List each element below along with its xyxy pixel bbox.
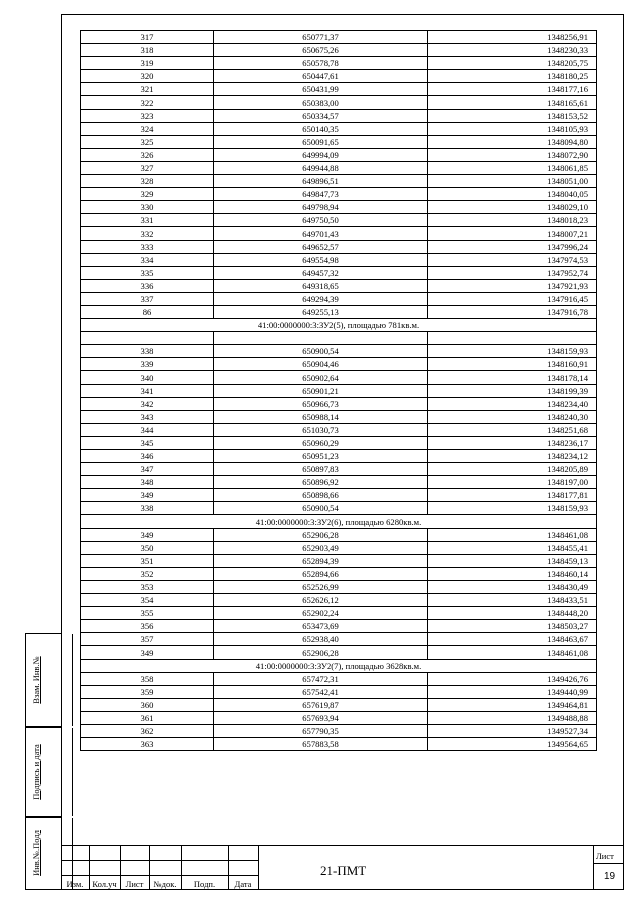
table-row (81, 698, 597, 711)
coordinate-x: 649896,51 (214, 175, 428, 188)
table-row (81, 489, 597, 502)
point-number: 333 (81, 240, 214, 253)
coordinate-y: 1348461,08 (428, 528, 597, 541)
point-number: 343 (81, 410, 214, 423)
coordinate-y: 1348007,21 (428, 227, 597, 240)
stamp-col-izm: Изм. (66, 879, 84, 889)
coordinate-y: 1348240,30 (428, 410, 597, 423)
coordinates-table (80, 30, 597, 751)
point-number: 323 (81, 109, 214, 122)
coordinate-y: 1348180,25 (428, 70, 597, 83)
point-number: 317 (81, 31, 214, 44)
stamp-col-data: Дата (234, 879, 252, 889)
table-row (81, 109, 597, 122)
table-row (81, 161, 597, 174)
coordinate-y: 1348159,93 (428, 345, 597, 358)
coordinate-y: 1348503,27 (428, 620, 597, 633)
point-number: 351 (81, 554, 214, 567)
coordinate-x: 650896,92 (214, 476, 428, 489)
coordinate-y: 1348153,52 (428, 109, 597, 122)
coordinate-x: 650431,99 (214, 83, 428, 96)
coordinate-x: 649798,94 (214, 201, 428, 214)
point-number: 357 (81, 633, 214, 646)
coordinate-x: 649701,43 (214, 227, 428, 240)
point-number: 339 (81, 358, 214, 371)
section-header-row (81, 319, 597, 332)
table-row (81, 541, 597, 554)
coordinate-x: 650091,65 (214, 135, 428, 148)
coordinate-y: 1349464,81 (428, 698, 597, 711)
coordinate-x: 657619,87 (214, 698, 428, 711)
stamp-col-ndok: №док. (153, 879, 177, 889)
table-row (81, 554, 597, 567)
coordinate-y: 1349440,99 (428, 685, 597, 698)
point-number: 342 (81, 397, 214, 410)
coordinate-y: 1348448,20 (428, 607, 597, 620)
table-row (81, 96, 597, 109)
coordinate-y: 1347996,24 (428, 240, 597, 253)
table-row (81, 724, 597, 737)
table-row (81, 423, 597, 436)
coordinate-y: 1348459,13 (428, 554, 597, 567)
coordinate-y: 1348433,51 (428, 594, 597, 607)
table-row (81, 345, 597, 358)
table-row (81, 135, 597, 148)
coordinate-x: 652894,66 (214, 567, 428, 580)
coordinate-y: 1347974,53 (428, 253, 597, 266)
table-row (81, 371, 597, 384)
point-number: 353 (81, 580, 214, 593)
coordinate-x: 649847,73 (214, 188, 428, 201)
table-row (81, 57, 597, 70)
table-row (81, 148, 597, 161)
table-row (81, 279, 597, 292)
coordinate-x: 652938,40 (214, 633, 428, 646)
table-row (81, 227, 597, 240)
point-number: 324 (81, 122, 214, 135)
coordinate-x: 649255,13 (214, 305, 428, 318)
coordinate-x: 649652,57 (214, 240, 428, 253)
table-row (81, 83, 597, 96)
coordinate-y: 1348463,67 (428, 633, 597, 646)
point-number: 348 (81, 476, 214, 489)
coordinate-y: 1348251,68 (428, 423, 597, 436)
coordinate-x: 650902,64 (214, 371, 428, 384)
coordinate-y: 1348460,14 (428, 567, 597, 580)
table-row (81, 201, 597, 214)
point-number: 338 (81, 345, 214, 358)
coordinate-x: 652626,12 (214, 594, 428, 607)
table-row (81, 620, 597, 633)
stamp-col-kol-uch: Кол.уч (92, 879, 117, 889)
coordinate-x: 650900,54 (214, 502, 428, 515)
coordinate-x: 650897,83 (214, 463, 428, 476)
coordinate-x: 657542,41 (214, 685, 428, 698)
coordinate-y: 1349564,65 (428, 738, 597, 751)
point-number: 322 (81, 96, 214, 109)
empty-cell (214, 332, 428, 345)
table-row (81, 502, 597, 515)
coordinate-y: 1347952,74 (428, 266, 597, 279)
table-row (81, 463, 597, 476)
point-number: 363 (81, 738, 214, 751)
coordinate-y: 1348177,16 (428, 83, 597, 96)
coordinate-y: 1347916,45 (428, 292, 597, 305)
point-number: 346 (81, 450, 214, 463)
coordinate-x: 650898,66 (214, 489, 428, 502)
point-number: 332 (81, 227, 214, 240)
coordinate-y: 1348430,49 (428, 580, 597, 593)
point-number: 325 (81, 135, 214, 148)
coordinate-y: 1348178,14 (428, 371, 597, 384)
coordinate-x: 657472,31 (214, 672, 428, 685)
coordinate-x: 650901,21 (214, 384, 428, 397)
sheet-number: 19 (604, 871, 616, 882)
coordinate-y: 1348105,93 (428, 122, 597, 135)
coordinate-x: 649294,39 (214, 292, 428, 305)
coordinate-y: 1348461,08 (428, 646, 597, 659)
coordinate-x: 649750,50 (214, 214, 428, 227)
table-row (81, 70, 597, 83)
coordinate-y: 1348230,33 (428, 44, 597, 57)
point-number: 359 (81, 685, 214, 698)
table-row (81, 672, 597, 685)
point-number: 334 (81, 253, 214, 266)
coordinate-x: 650771,37 (214, 31, 428, 44)
stamp-col-list: Лист (125, 879, 144, 889)
section-header-row (81, 515, 597, 528)
coordinate-y: 1348018,23 (428, 214, 597, 227)
point-number: 341 (81, 384, 214, 397)
table-row (81, 607, 597, 620)
table-row (81, 567, 597, 580)
section-title: 41:00:0000000:3:ЗУ2(6), площадью 6280кв.м. (81, 515, 597, 528)
coordinate-x: 657883,58 (214, 738, 428, 751)
point-number: 358 (81, 672, 214, 685)
coordinate-x: 650447,61 (214, 70, 428, 83)
table-row (81, 384, 597, 397)
table-row (81, 410, 597, 423)
point-number: 331 (81, 214, 214, 227)
coordinate-y: 1347916,78 (428, 305, 597, 318)
stamp-col-podp: Подп. (193, 879, 216, 889)
point-number: 335 (81, 266, 214, 279)
table-row (81, 253, 597, 266)
side-label-inv-podl: Инв.№.Подл (31, 830, 41, 876)
coordinate-x: 650988,14 (214, 410, 428, 423)
point-number: 361 (81, 711, 214, 724)
coordinate-y: 1348061,85 (428, 161, 597, 174)
coordinate-x: 657693,94 (214, 711, 428, 724)
coordinate-x: 649457,32 (214, 266, 428, 279)
coordinate-y: 1348197,00 (428, 476, 597, 489)
point-number: 352 (81, 567, 214, 580)
point-number: 350 (81, 541, 214, 554)
coordinate-y: 1348205,89 (428, 463, 597, 476)
coordinate-x: 650140,35 (214, 122, 428, 135)
coordinate-y: 1348160,91 (428, 358, 597, 371)
coordinate-x: 650900,54 (214, 345, 428, 358)
table-row (81, 711, 597, 724)
table-row-empty (81, 332, 597, 345)
point-number: 349 (81, 528, 214, 541)
document-code: 21-ПМТ (320, 863, 367, 878)
coordinate-x: 649318,65 (214, 279, 428, 292)
sheet-label: Лист (596, 851, 614, 861)
coordinate-y: 1348051,00 (428, 175, 597, 188)
table-row (81, 397, 597, 410)
coordinate-y: 1348072,90 (428, 148, 597, 161)
coordinate-x: 652894,39 (214, 554, 428, 567)
point-number: 355 (81, 607, 214, 620)
table-row (81, 450, 597, 463)
point-number: 347 (81, 463, 214, 476)
section-header-row (81, 659, 597, 672)
coordinate-x: 653473,69 (214, 620, 428, 633)
point-number: 318 (81, 44, 214, 57)
point-number: 349 (81, 646, 214, 659)
table-row (81, 358, 597, 371)
point-number: 345 (81, 436, 214, 449)
coordinate-x: 652906,28 (214, 528, 428, 541)
point-number: 320 (81, 70, 214, 83)
coordinate-y: 1348040,05 (428, 188, 597, 201)
table-row (81, 240, 597, 253)
coordinate-x: 650966,73 (214, 397, 428, 410)
table-row (81, 646, 597, 659)
point-number: 86 (81, 305, 214, 318)
point-number: 327 (81, 161, 214, 174)
coordinate-x: 651030,73 (214, 423, 428, 436)
table-row (81, 633, 597, 646)
table-row (81, 528, 597, 541)
point-number: 329 (81, 188, 214, 201)
coordinate-y: 1348165,61 (428, 96, 597, 109)
point-number: 338 (81, 502, 214, 515)
coordinate-y: 1349488,88 (428, 711, 597, 724)
coordinate-y: 1348094,80 (428, 135, 597, 148)
point-number: 321 (81, 83, 214, 96)
point-number: 319 (81, 57, 214, 70)
coordinate-y: 1348236,17 (428, 436, 597, 449)
table-row (81, 214, 597, 227)
point-number: 340 (81, 371, 214, 384)
table-row (81, 594, 597, 607)
table-row (81, 175, 597, 188)
table-row (81, 305, 597, 318)
point-number: 326 (81, 148, 214, 161)
coordinate-y: 1348455,41 (428, 541, 597, 554)
empty-cell (428, 332, 597, 345)
coordinate-x: 650960,29 (214, 436, 428, 449)
point-number: 349 (81, 489, 214, 502)
point-number: 362 (81, 724, 214, 737)
coordinate-x: 650383,00 (214, 96, 428, 109)
point-number: 356 (81, 620, 214, 633)
coordinate-x: 649554,98 (214, 253, 428, 266)
coordinate-x: 649994,09 (214, 148, 428, 161)
coordinate-y: 1349426,76 (428, 672, 597, 685)
coordinate-y: 1348177,81 (428, 489, 597, 502)
coordinate-y: 1348029,10 (428, 201, 597, 214)
table-row (81, 122, 597, 135)
side-label-inv-vzam: Взам. Инв.№ (31, 656, 41, 704)
table-row (81, 44, 597, 57)
table-row (81, 266, 597, 279)
section-title: 41:00:0000000:3:ЗУ2(5), площадью 781кв.м. (81, 319, 597, 332)
table-row (81, 580, 597, 593)
point-number: 344 (81, 423, 214, 436)
coordinate-y: 1348234,40 (428, 397, 597, 410)
coordinate-x: 652526,99 (214, 580, 428, 593)
table-row (81, 436, 597, 449)
coordinate-x: 650334,57 (214, 109, 428, 122)
coordinate-y: 1348159,93 (428, 502, 597, 515)
point-number: 337 (81, 292, 214, 305)
coordinate-x: 657790,35 (214, 724, 428, 737)
point-number: 336 (81, 279, 214, 292)
point-number: 360 (81, 698, 214, 711)
side-label-podpis: Подпись и дата (31, 744, 41, 800)
coordinate-x: 652903,49 (214, 541, 428, 554)
point-number: 354 (81, 594, 214, 607)
table-row (81, 685, 597, 698)
point-number: 328 (81, 175, 214, 188)
coordinate-x: 650951,23 (214, 450, 428, 463)
coordinate-x: 649944,88 (214, 161, 428, 174)
table-row (81, 738, 597, 751)
table-row (81, 31, 597, 44)
coordinate-y: 1348205,75 (428, 57, 597, 70)
section-title: 41:00:0000000:3:ЗУ2(7), площадью 3628кв.м. (81, 659, 597, 672)
coordinate-y: 1348199,39 (428, 384, 597, 397)
coordinate-y: 1347921,93 (428, 279, 597, 292)
coordinate-x: 650675,26 (214, 44, 428, 57)
coordinate-x: 650578,78 (214, 57, 428, 70)
table-row (81, 476, 597, 489)
coordinate-y: 1348234,12 (428, 450, 597, 463)
table-row (81, 292, 597, 305)
point-number: 330 (81, 201, 214, 214)
coordinate-x: 652902,24 (214, 607, 428, 620)
coordinate-x: 650904,46 (214, 358, 428, 371)
empty-cell (81, 332, 214, 345)
coordinate-y: 1349527,34 (428, 724, 597, 737)
coordinate-x: 652906,28 (214, 646, 428, 659)
table-row (81, 188, 597, 201)
coordinate-y: 1348256,91 (428, 31, 597, 44)
